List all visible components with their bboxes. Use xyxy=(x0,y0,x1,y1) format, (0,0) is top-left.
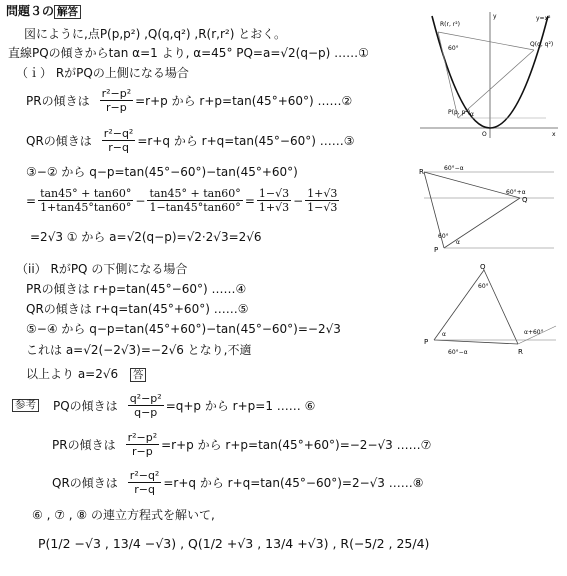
fig3-label-R: R xyxy=(518,348,523,356)
calc-a1: $\frac{\tan 45^\circ + \tan 60^\circ}{1+\tan 45^\circ\tan 60^\circ}$ xyxy=(40,187,132,214)
case1-pr-fraction: $\frac{\text{r²−p²}}{r-p}$ xyxy=(101,87,132,114)
reference-tag: 参考 xyxy=(12,399,39,412)
case2-heading: （ii） RがPQ の下側になる場合 xyxy=(16,262,188,276)
calc-a2: $\frac{\tan 45^\circ + \tan 60^\circ}{1-\tan 45^\circ\tan 60^\circ}$ xyxy=(149,187,241,214)
intro-line: 図にように,点P(p,p²) ,Q(q,q²) ,R(r,r²) とおく。 xyxy=(24,27,286,41)
parabola-figure xyxy=(418,10,562,142)
case2-qr: QRの傾きは r+q=tan(45°+60°) ……⑤ xyxy=(26,302,249,316)
fig3-label-alpha-plus: α+60° xyxy=(524,329,544,336)
ref-qr-rest: =r+q から r+q=tan(45°−60°)=2−√3 ……⑧ xyxy=(163,475,424,490)
case2-pr: PRの傾きは r+p=tan(45°−60°) ……④ xyxy=(26,282,247,296)
pq-line: 直線PQの傾きからtan α=1 より, α=45° PQ=a=√2(q−p) ……① xyxy=(8,46,369,60)
case1-qr xyxy=(26,128,355,153)
case2-reject: これは a=√2(−2√3)=−2√6 となり,不適 xyxy=(26,343,252,357)
fig2-label-alpha: α xyxy=(456,239,460,246)
ref-qr-label: QRの傾きは xyxy=(52,475,118,490)
calc-b2: $\frac{1+√3}{1-√3}$ xyxy=(307,187,338,214)
case2-diff: ⑤−④ から q−p=tan(45°+60°)−tan(45°−60°)=−2√3 xyxy=(26,322,341,336)
fig1-label-curve: y=x² xyxy=(536,15,551,22)
case1-qr-rest: =r+q から r+q=tan(45°−60°) ……③ xyxy=(137,133,355,148)
case1-pr-label: PRの傾きは xyxy=(26,93,90,108)
fig1-label-alpha: α xyxy=(470,111,474,118)
fig2-label-P: P xyxy=(434,246,439,254)
fig1-label-O: O xyxy=(482,131,487,138)
ref-pr-rest: =r+p から r+p=tan(45°+60°)=−2−√3 ……⑦ xyxy=(161,437,432,452)
fig1-label-R: R(r, r²) xyxy=(440,21,461,28)
fig3-label-Q: Q xyxy=(480,263,486,271)
fig3-label-P: P xyxy=(424,338,429,346)
triangle-lower-figure xyxy=(420,262,560,356)
fig1-label-P: P(p, p²) xyxy=(448,109,471,116)
case1-qr-fraction: $\frac{\text{r²−q²}}{r-q}$ xyxy=(103,127,134,154)
ref-pr xyxy=(52,432,431,457)
conclusion-tag: 答 xyxy=(130,368,147,382)
fig2-label-60-plus: 60°+α xyxy=(506,189,526,196)
case1-pr xyxy=(26,88,352,113)
ref-solve: ⑥ , ⑦ , ⑧ の連立方程式を解いて, xyxy=(32,508,215,522)
answer-tag: 解答 xyxy=(54,5,81,19)
ref-pr-label: PRの傾きは xyxy=(52,437,116,452)
ref-pq-rest: =q+p から r+p=1 …… ⑥ xyxy=(165,398,316,413)
problem-title: 問題３の xyxy=(6,4,55,18)
conclusion-text: 以上より a=2√6 xyxy=(26,367,119,381)
case1-qr-label: QRの傾きは xyxy=(26,133,92,148)
fig3-label-60: 60° xyxy=(478,283,489,290)
case1-diff: ③−② から q−p=tan(45°−60°)−tan(45°+60°) xyxy=(26,165,298,179)
conclusion xyxy=(26,368,146,381)
fig3-label-60-minus: 60°−α xyxy=(448,349,468,356)
case1-result: =2√3 ① から a=√2(q−p)=√2·2√3=2√6 xyxy=(30,230,262,244)
fig2-label-Q: Q xyxy=(522,196,528,204)
fig1-label-y: y xyxy=(493,13,497,20)
ref-pq xyxy=(12,393,315,418)
ref-pq-label: PQの傾きは xyxy=(53,398,118,413)
fig2-label-60-minus: 60°−α xyxy=(444,165,464,172)
ref-qr xyxy=(52,470,424,495)
ref-answer: P(1/2 −√3 , 13/4 −√3) , Q(1/2 +√3 , 13/4 +√3) , R(−5/2 , 25/4) xyxy=(38,536,430,551)
calc-b1: $\frac{1-√3}{1+√3}$ xyxy=(258,187,290,214)
problem-header xyxy=(6,5,81,18)
fig1-label-x: x xyxy=(552,131,556,138)
fig1-label-60: 60° xyxy=(448,45,459,52)
ref-pq-fraction: $\frac{\text{q²−p²}}{q-p}$ xyxy=(129,392,162,419)
fig1-label-Q: Q(q, q²) xyxy=(530,41,554,48)
fig2-label-60: 60° xyxy=(438,233,449,240)
case1-pr-rest: =r+p から r+p=tan(45°+60°) ……② xyxy=(135,93,353,108)
case1-calc: = $\frac{\tan 45^\circ + \tan 60^\circ}{1+\tan 45^\circ\tan 60^\circ}$ − $\frac{\tan 45^\circ + \tan 60^\circ}{1-\tan 45^\circ\tan 60^\circ}$ = $\frac{1-√3}{1+√3}$ − $\frac{1+√3}{1-√3}$ xyxy=(26,187,338,214)
fig2-label-R: R xyxy=(419,168,424,176)
case1-heading: （ｉ） RがPQの上側になる場合 xyxy=(16,66,189,80)
fig3-label-alpha: α xyxy=(442,331,446,338)
ref-qr-fraction: $\frac{\text{r²−q²}}{r-q}$ xyxy=(129,469,160,496)
triangle-upper-figure xyxy=(420,160,560,256)
ref-pr-fraction: $\frac{\text{r²−p²}}{r-p}$ xyxy=(127,431,158,458)
